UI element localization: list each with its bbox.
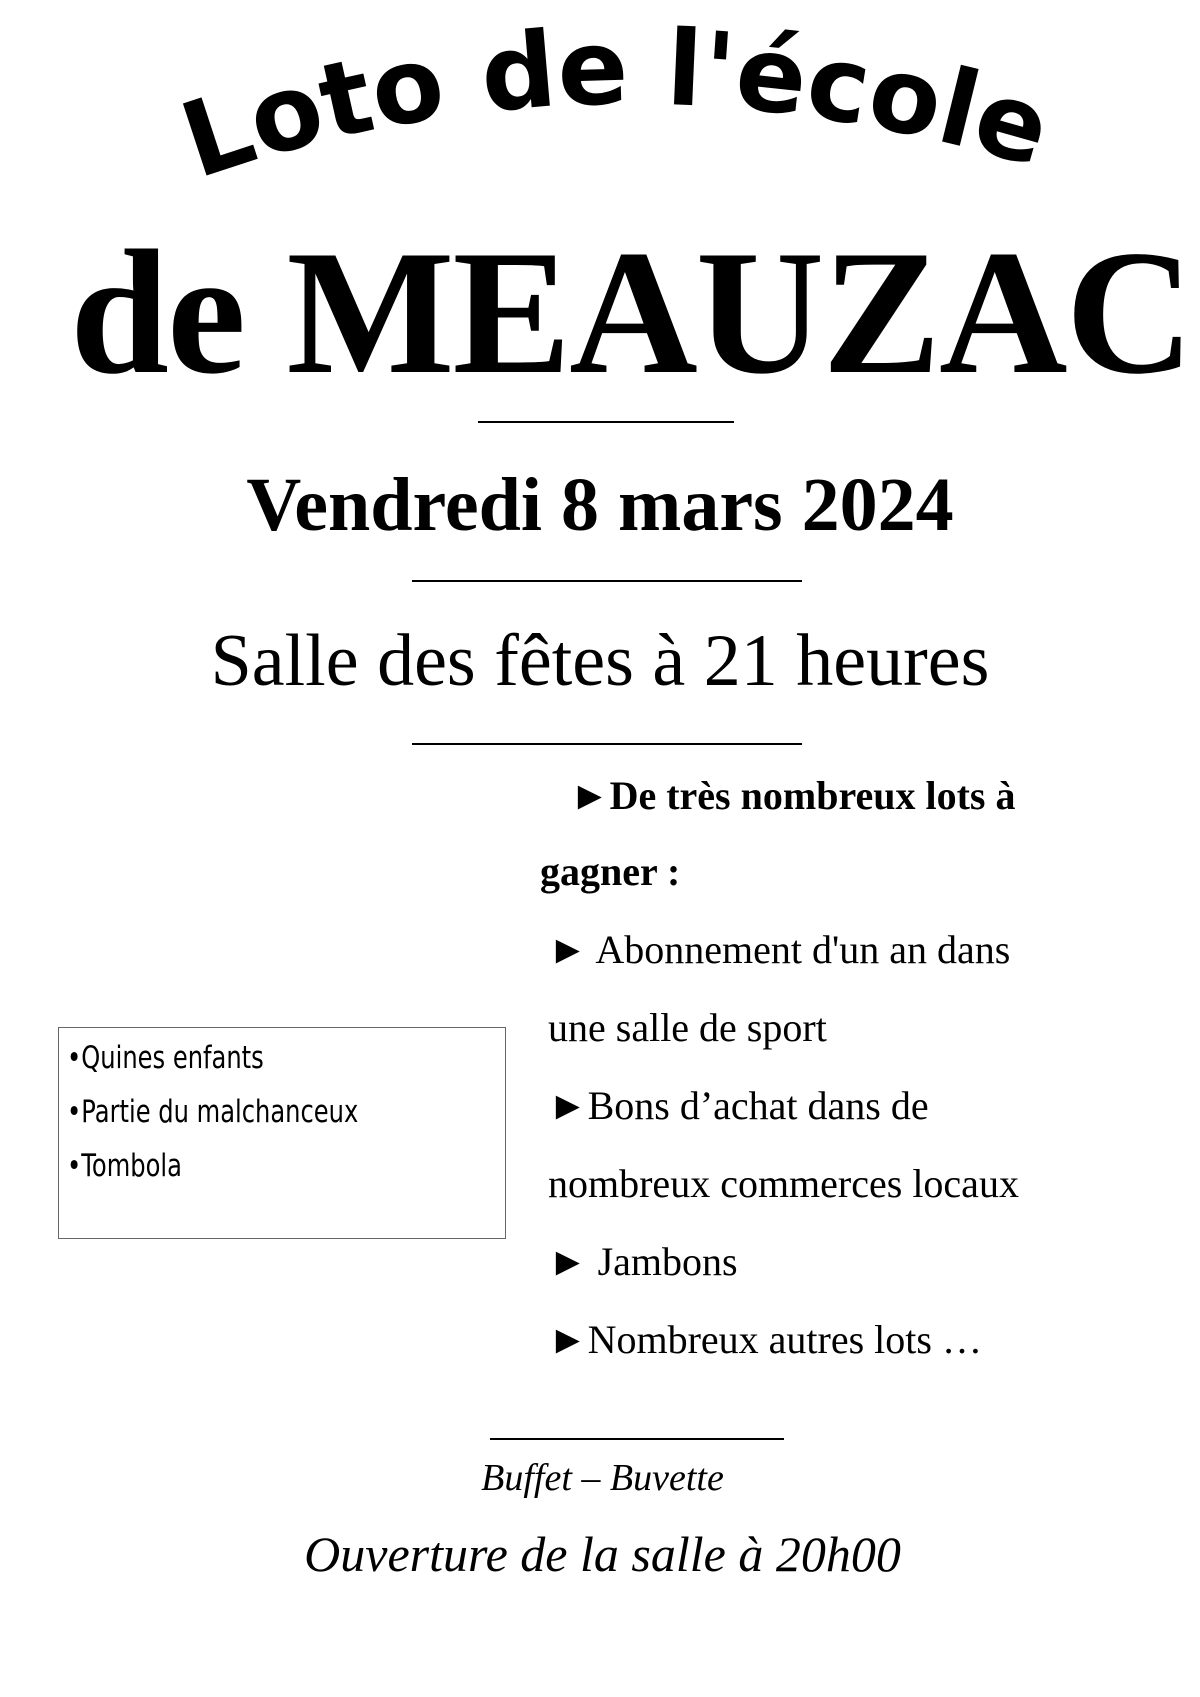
side-item: •Partie du malchanceux xyxy=(67,1094,359,1130)
prize-line: ► Jambons xyxy=(548,1239,738,1284)
main-title: de MEAUZAC xyxy=(70,213,1193,411)
divider-2 xyxy=(412,580,802,582)
prize-heading-line1: ►De très nombreux lots à xyxy=(570,773,1016,818)
prize-line: ►Bons d’achat dans de xyxy=(548,1083,929,1128)
event-venue: Salle des fêtes à 21 heures xyxy=(210,620,990,702)
event-date: Vendredi 8 mars 2024 xyxy=(246,463,954,547)
side-activities-box xyxy=(58,1027,506,1239)
prize-line: ► Abonnement d'un an dans xyxy=(548,927,1011,972)
divider-1 xyxy=(478,421,734,423)
title-arc-text xyxy=(167,6,1062,202)
prize-heading-line2: gagner : xyxy=(540,849,681,894)
prize-line: nombreux commerces locaux xyxy=(548,1161,1019,1206)
opening-text: Ouverture de la salle à 20h00 xyxy=(304,1526,901,1582)
prize-line: ►Nombreux autres lots … xyxy=(548,1317,982,1362)
divider-4 xyxy=(490,1438,784,1440)
side-item: •Tombola xyxy=(67,1148,182,1184)
side-item: •Quines enfants xyxy=(67,1040,264,1076)
title-arc-textpath: Loto de l'école xyxy=(167,6,1063,203)
divider-3 xyxy=(412,743,802,745)
buffet-text: Buffet – Buvette xyxy=(481,1457,724,1499)
prize-line: une salle de sport xyxy=(548,1005,827,1050)
